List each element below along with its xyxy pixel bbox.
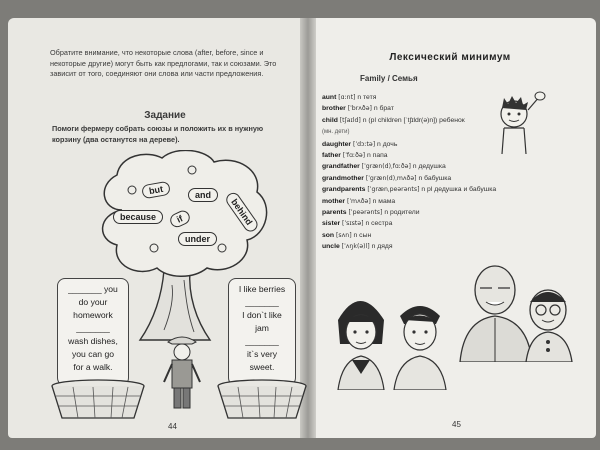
vocabulary-list <box>322 92 497 253</box>
boy-with-sign-illustration <box>494 88 546 156</box>
vocab-word: daughter <box>322 140 352 148</box>
parents-illustration <box>332 290 452 390</box>
vocab-row <box>322 230 492 241</box>
left-box-line: do your <box>78 297 108 307</box>
word-under[interactable]: under <box>178 232 217 246</box>
vocab-transcription: [ˈbrʌðə] <box>347 105 372 113</box>
vocab-translation: n мама <box>372 197 396 205</box>
right-box-line: I don`t like <box>242 310 282 320</box>
vocab-word: grandmother <box>322 174 364 182</box>
vocab-transcription: [ˈʌŋk(ə)l] <box>341 243 370 251</box>
vocab-row <box>322 173 492 184</box>
task-title: Задание <box>144 110 186 121</box>
vocab-word: brother <box>322 105 346 113</box>
vocab-transcription: [ˈpeərənts] <box>348 209 383 217</box>
vocab-row <box>322 139 492 150</box>
vocab-translation: n pl дедушка и бабушка <box>421 186 497 194</box>
vocab-word: parents <box>322 209 347 217</box>
vocab-word: son <box>322 231 335 239</box>
vocab-translation: n дочь <box>377 140 398 148</box>
left-box-line: _______ you <box>68 284 118 294</box>
vocab-row <box>322 161 492 172</box>
vocab-word: aunt <box>322 94 337 101</box>
vocab-translation: n брат <box>373 105 394 113</box>
vocab-translation: n сын <box>353 231 372 239</box>
family-subheading: Family / Семья <box>360 74 418 83</box>
word-but[interactable]: but <box>141 181 171 200</box>
vocab-row <box>322 126 492 138</box>
vocab-transcription: [ɑːnt] <box>338 94 356 101</box>
vocab-transcription: [ˈgræn(d)ˌfɑːðə] <box>361 163 411 171</box>
vocab-word: uncle <box>322 243 340 251</box>
vocab-translation: n тетя <box>357 94 377 101</box>
right-answer-box <box>228 278 296 386</box>
vocab-word: grandparents <box>322 186 366 194</box>
vocab-translation: n дядя <box>371 243 393 251</box>
grandparents-illustration <box>450 250 580 362</box>
left-box-line: you can go <box>71 349 115 359</box>
vocab-row <box>322 184 497 195</box>
vocabulary-heading: Лексический минимум <box>389 52 511 63</box>
vocab-word: sister <box>322 220 341 228</box>
right-box-line: jam <box>255 323 269 333</box>
vocab-word: father <box>322 152 341 160</box>
left-box-line: _______ <box>76 323 110 333</box>
left-box-line: for a walk. <box>73 362 113 372</box>
vocab-row <box>322 115 492 126</box>
vocab-transcription: [ˈgræn(d)ˌmʌðə] <box>365 174 417 182</box>
page-number-right: 45 <box>452 420 461 429</box>
right-box-line: it`s very <box>246 349 278 359</box>
farmer-illustration <box>160 330 204 414</box>
vocab-transcription: [sʌn] <box>335 231 352 239</box>
left-box-line: homework <box>73 310 113 320</box>
vocab-row <box>322 150 492 161</box>
grammar-note: Обратите внимание, что некоторые слова (after, before, since и некоторые другие) могут быть как предлогами, так и союзами. Это зависит от того, соединяют они слова или части предложения. <box>50 48 277 78</box>
left-box-line: wash dishes, <box>68 336 118 346</box>
vocab-word: grandfather <box>322 163 360 171</box>
vocab-note: (мн. дети) <box>322 129 350 136</box>
vocab-transcription: [tʃaɪld] <box>339 116 361 124</box>
left-basket-illustration <box>48 378 148 422</box>
right-box-line: I like berries <box>238 284 286 294</box>
left-answer-box <box>57 278 129 386</box>
vocab-transcription: [ˈmʌðə] <box>346 197 371 205</box>
vocab-translation: n бабушка <box>418 174 452 182</box>
vocab-row <box>322 196 492 207</box>
vocab-translation: n родители <box>384 209 420 217</box>
vocab-transcription: [ˈfɑːðə] <box>342 152 366 160</box>
vocab-transcription: [ˈsɪstə] <box>342 220 364 228</box>
vocab-transcription: [ˈgrænˌpeərənts] <box>367 186 420 194</box>
vocab-translation: n (pl children [ˈtʃɪldr(ə)n]) ребенок <box>362 116 465 124</box>
vocab-transcription: [ˈdɔːtə] <box>352 140 376 148</box>
word-behind[interactable]: behind <box>224 190 260 234</box>
book-spine <box>300 18 316 438</box>
right-basket-illustration <box>214 378 310 422</box>
vocab-row <box>322 92 492 103</box>
vocab-row <box>322 218 492 229</box>
vocab-word: child <box>322 116 338 124</box>
word-and[interactable]: and <box>188 188 218 202</box>
word-because[interactable]: because <box>113 210 163 224</box>
vocab-row <box>322 103 492 114</box>
right-box-line: _______ <box>245 297 279 307</box>
vocab-translation: n сестра <box>365 220 393 228</box>
page-number-left: 44 <box>168 422 177 431</box>
right-box-line: sweet. <box>249 362 275 372</box>
vocab-translation: n дедушка <box>412 163 446 171</box>
word-if[interactable]: if <box>168 209 192 230</box>
vocab-translation: n папа <box>366 152 388 160</box>
vocab-word: mother <box>322 197 346 205</box>
task-instructions: Помоги фермеру собрать союзы и положить их в нужную корзину (два останутся на дереве). <box>52 124 264 144</box>
vocab-row <box>322 207 492 218</box>
right-box-line: _______ <box>245 336 279 346</box>
